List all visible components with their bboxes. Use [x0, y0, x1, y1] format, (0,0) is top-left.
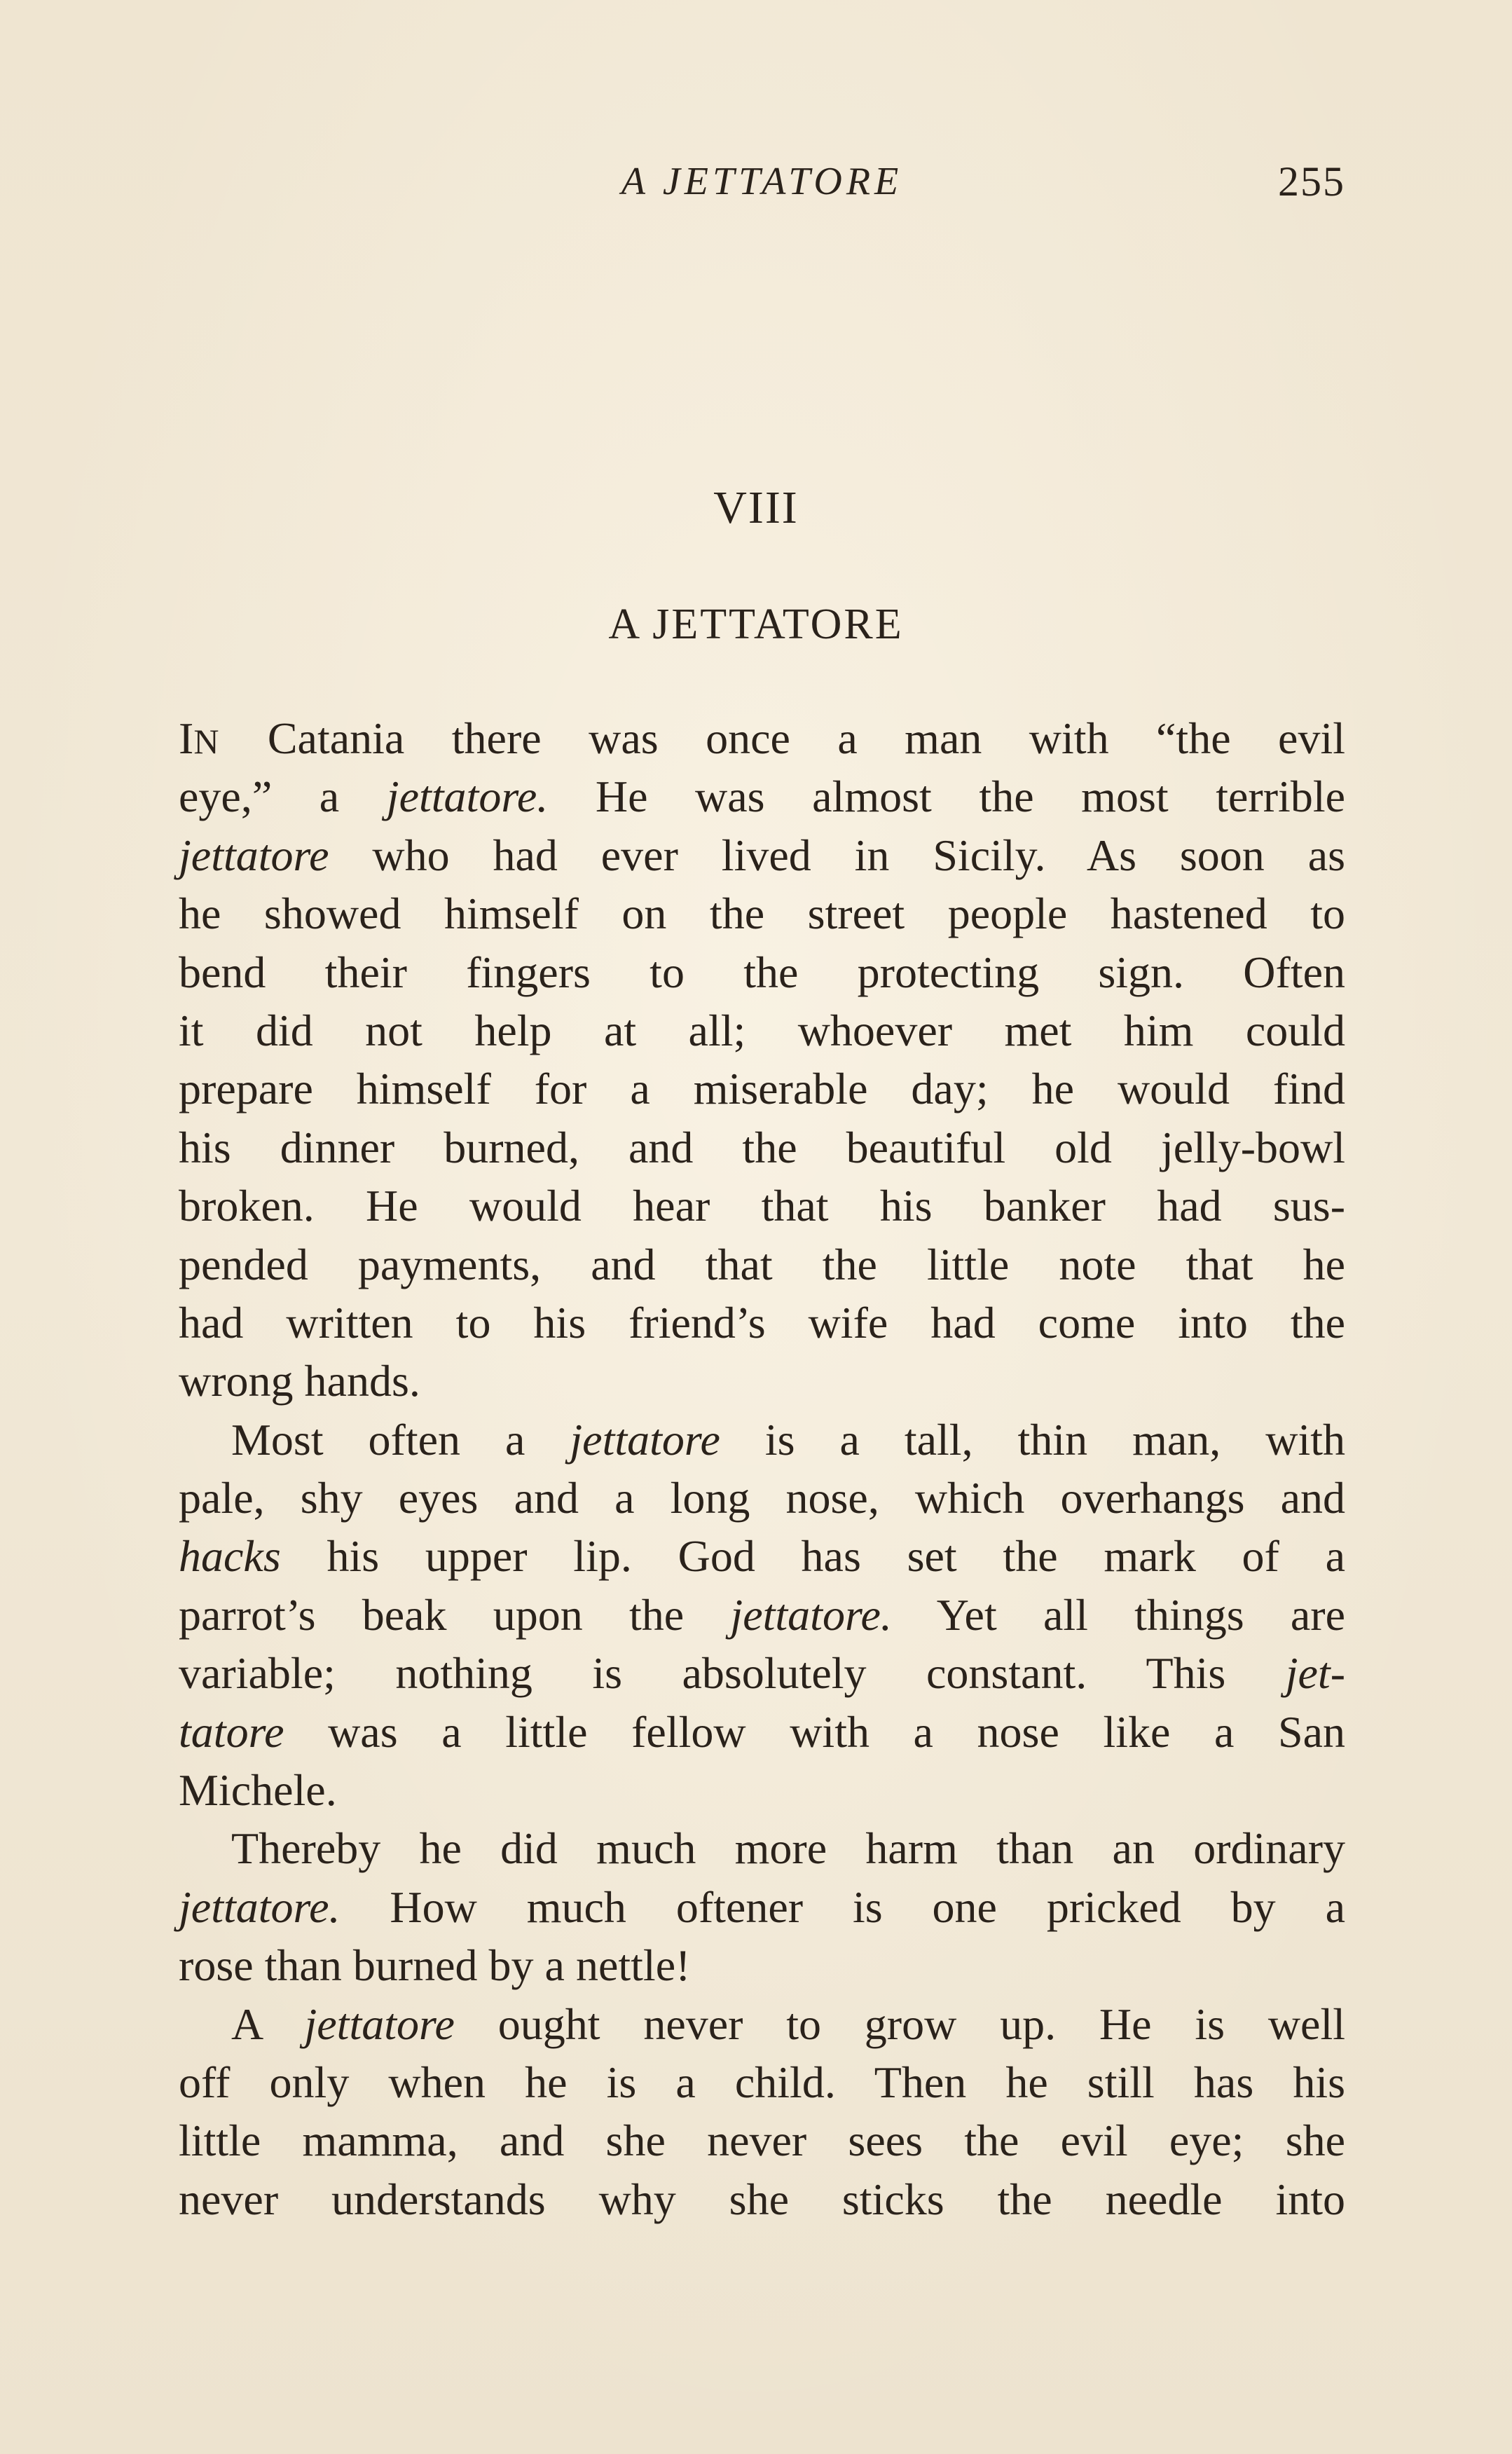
italic-text: jettatore: [304, 1999, 455, 2049]
line-text: was a little fellow with a nose like a San: [284, 1706, 1345, 1757]
running-header: [179, 150, 1345, 213]
text-line: bend their fingers to the protecting sign. Often: [179, 947, 1345, 997]
italic-text: jettatore: [179, 830, 329, 880]
text-line: he showed himself on the street people hastened to: [179, 889, 1345, 939]
italic-text: jettatore.: [730, 1589, 892, 1640]
text-line: [179, 1995, 1345, 2053]
italic-text: jet-: [1285, 1648, 1345, 1699]
line-text: How much oftener is one pricked by a: [340, 1881, 1345, 1932]
body-text: [179, 709, 1345, 2228]
chapter-number: VIII: [713, 482, 799, 533]
small-caps-text: N: [193, 722, 221, 761]
text-line: [179, 1411, 1345, 1469]
chapter-title: A JETTATORE: [608, 601, 904, 648]
text-line: [179, 709, 1345, 767]
line-text: variable; nothing is absolutely constant. This: [179, 1648, 1286, 1699]
text-line: pale, shy eyes and a long nose, which overhangs and: [179, 1473, 1345, 1523]
text-line: [179, 826, 1345, 884]
text-line: broken. He would hear that his banker had sus-: [179, 1181, 1345, 1231]
text-line: Thereby he did much more harm than an ordinary: [231, 1823, 1345, 1874]
text-line: his dinner burned, and the beautiful old jelly-bowl: [179, 1122, 1345, 1172]
text-line: [179, 1586, 1345, 1644]
line-text: Most often a: [231, 1414, 570, 1465]
text-line: [179, 1878, 1345, 1936]
text-line: [179, 767, 1345, 825]
text-line: [179, 1703, 1345, 1761]
line-text: Catania there was once a man with “the evil: [220, 713, 1345, 763]
italic-text: jettatore.: [386, 772, 549, 822]
italic-text: hacks: [179, 1531, 281, 1582]
text-line: it did not help at all; whoever met him could: [179, 1005, 1345, 1055]
line-text: his upper lip. God has set the mark of a: [280, 1531, 1345, 1582]
italic-text: tatore: [179, 1706, 284, 1757]
italic-text: jettatore: [570, 1414, 720, 1465]
text-line: pended payments, and that the little note that he: [179, 1239, 1345, 1289]
page-number: 255: [1278, 158, 1345, 205]
text-line: [179, 1527, 1345, 1585]
line-text: parrot’s beak upon the: [179, 1589, 731, 1640]
line-text: Yet all things are: [891, 1589, 1345, 1640]
line-text: ought never to grow up. He is well: [454, 1999, 1346, 2049]
text-line: had written to his friend’s wife had come into the: [179, 1297, 1345, 1348]
line-text: A: [231, 1999, 305, 2049]
text-line: wrong hands.: [179, 1356, 420, 1406]
text-line: Michele.: [179, 1765, 337, 1816]
drop-initial: I: [179, 713, 194, 763]
line-text: He was almost the most terrible: [548, 772, 1346, 822]
text-line: never understands why she sticks the needle into: [179, 2174, 1345, 2224]
text-line: little mamma, and she never sees the evil eye; she: [179, 2116, 1345, 2166]
italic-text: jettatore.: [179, 1881, 341, 1932]
line-text: eye,” a: [179, 772, 387, 822]
text-line: prepare himself for a miserable day; he would find: [179, 1064, 1345, 1114]
text-line: [179, 1644, 1345, 1702]
text-line: rose than burned by a nettle!: [179, 1940, 691, 1991]
running-title: A JETTATORE: [621, 160, 903, 203]
line-text: who had ever lived in Sicily. As soon as: [329, 830, 1345, 880]
line-text: is a tall, thin man, with: [720, 1414, 1346, 1465]
text-line: off only when he is a child. Then he still has his: [179, 2057, 1345, 2107]
